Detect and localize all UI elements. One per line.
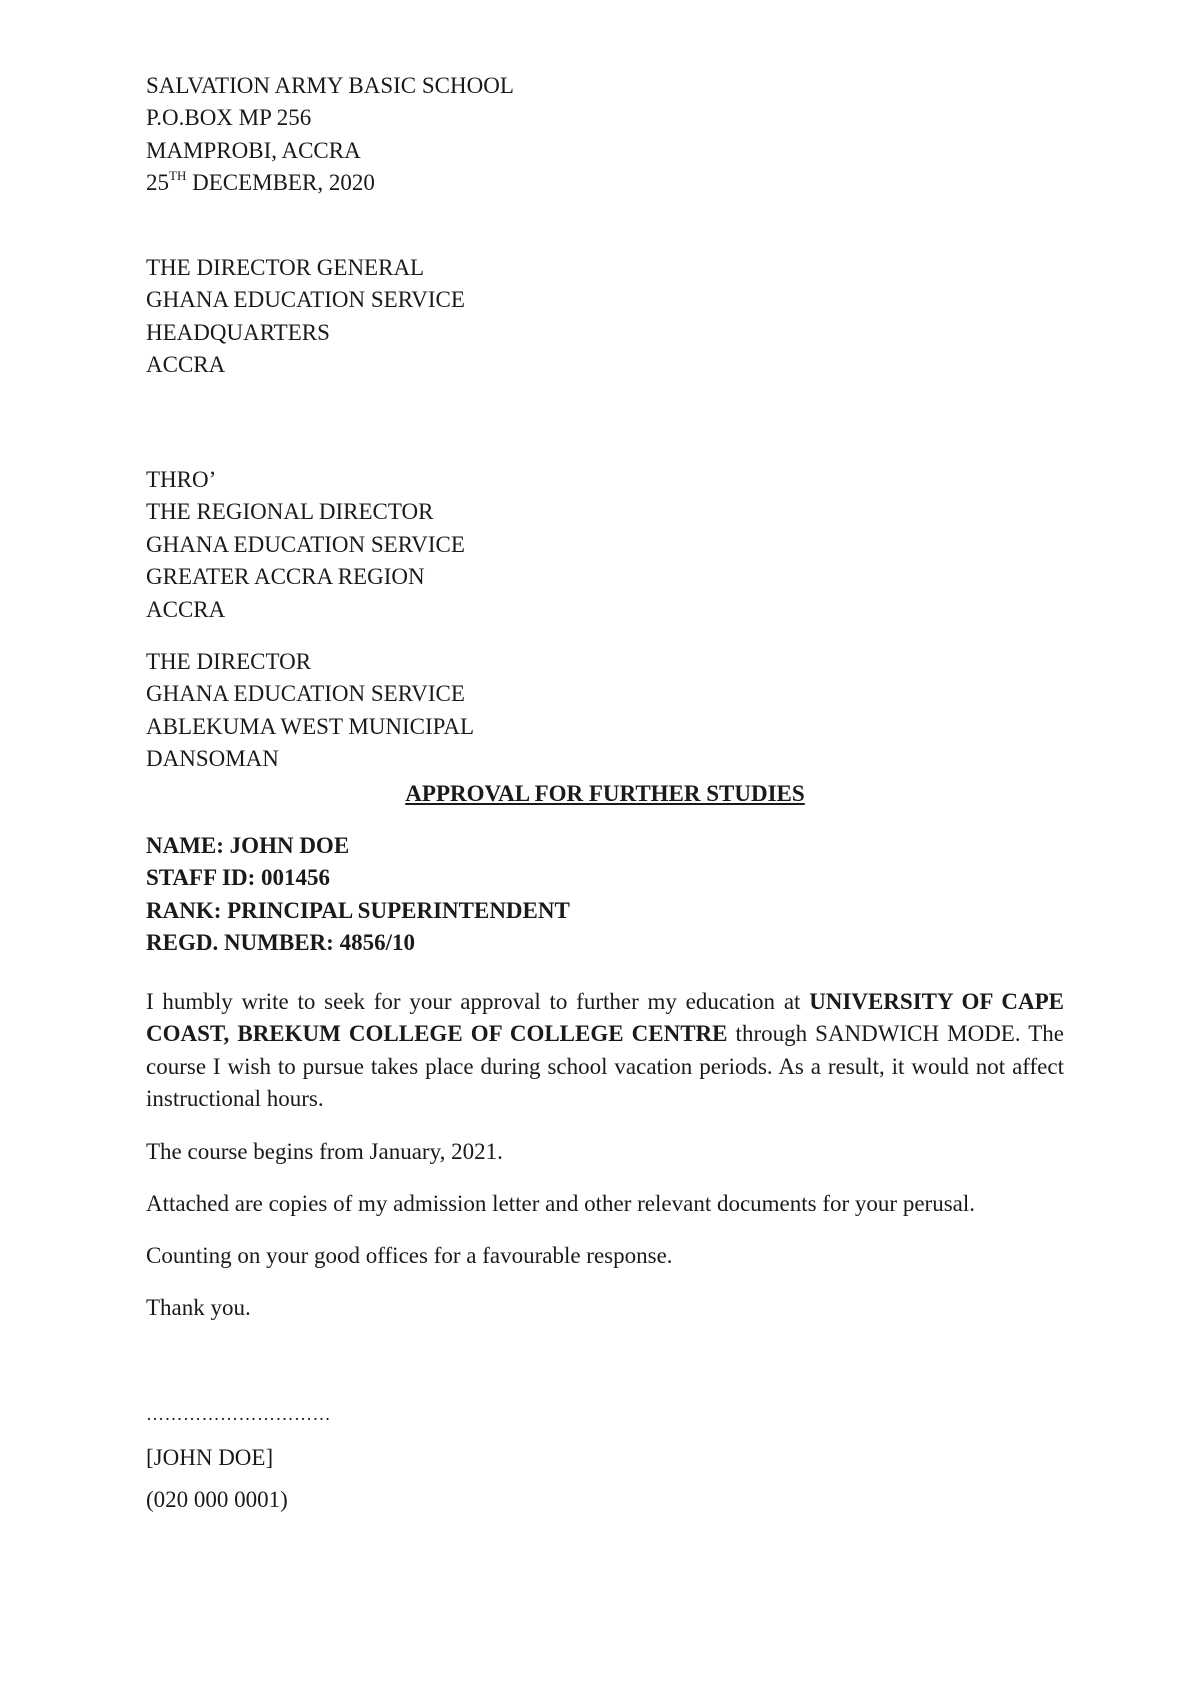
through-label: THRO’ bbox=[146, 467, 217, 492]
municipal-line: DANSOMAN bbox=[146, 746, 279, 772]
staff-regd-number: REGD. NUMBER: 4856/10 bbox=[146, 930, 415, 956]
date-day: 25 bbox=[146, 170, 169, 196]
municipal-line: GHANA EDUCATION SERVICE bbox=[146, 681, 465, 707]
sender-school: SALVATION ARMY BASIC SCHOOL bbox=[146, 73, 514, 98]
recipient-line: ACCRA bbox=[146, 352, 226, 378]
through-address bbox=[146, 464, 465, 626]
staff-id: STAFF ID: 001456 bbox=[146, 865, 330, 891]
signatory-phone: (020 000 0001) bbox=[146, 1487, 288, 1512]
through-line: GREATER ACCRA REGION bbox=[146, 564, 425, 590]
signatory-name: [JOHN DOE] bbox=[146, 1445, 274, 1470]
university-name: UNIVERSITY OF CAPE COAST bbox=[146, 989, 1064, 1047]
municipal-address bbox=[146, 646, 474, 776]
body-paragraph-attachments: Attached are copies of my admission letter and other relevant documents for your perusal. bbox=[146, 1191, 975, 1216]
sender-location: MAMPROBI, ACCRA bbox=[146, 137, 361, 163]
sender-address bbox=[146, 70, 514, 200]
body-paragraph-start-date: The course begins from January, 2021. bbox=[146, 1139, 503, 1164]
through-line: GHANA EDUCATION SERVICE bbox=[146, 531, 465, 557]
recipient-line: GHANA EDUCATION SERVICE bbox=[146, 287, 465, 313]
staff-name: NAME: JOHN DOE bbox=[146, 833, 350, 858]
letter-subject: APPROVAL FOR FURTHER STUDIES bbox=[405, 781, 805, 806]
recipient-line: HEADQUARTERS bbox=[146, 319, 330, 345]
through-line: THE REGIONAL DIRECTOR bbox=[146, 499, 434, 525]
municipal-line: THE DIRECTOR bbox=[146, 649, 312, 674]
sender-po-box: P.O.BOX MP 256 bbox=[146, 105, 312, 131]
body-paragraph-request: I humbly write to seek for your approval to further my education at UNIVERSITY OF CAPE COAST, BREKUM COLLEGE OF COLLEGE CENTRE through SANDWICH MODE. The course I wish to pursue takes place during school vacation periods. As a result, it would not affect instructional hours. bbox=[146, 989, 1064, 1112]
through-line: ACCRA bbox=[146, 596, 226, 622]
recipient-line: THE DIRECTOR GENERAL bbox=[146, 255, 425, 280]
staff-details bbox=[146, 830, 570, 960]
letter-date bbox=[146, 167, 514, 199]
municipal-line: ABLEKUMA WEST MUNICIPAL bbox=[146, 713, 474, 739]
body-paragraph-thanks: Thank you. bbox=[146, 1295, 251, 1320]
staff-rank: RANK: PRINCIPAL SUPERINTENDENT bbox=[146, 897, 570, 923]
signature-line: ………………………… bbox=[146, 1404, 331, 1424]
date-suffix: TH bbox=[169, 167, 187, 183]
study-centre: BREKUM COLLEGE OF COLLEGE CENTRE bbox=[237, 1021, 728, 1047]
recipient-address bbox=[146, 252, 465, 382]
date-rest: DECEMBER, 2020 bbox=[186, 170, 375, 196]
body-paragraph-closing: Counting on your good offices for a favourable response. bbox=[146, 1243, 673, 1268]
